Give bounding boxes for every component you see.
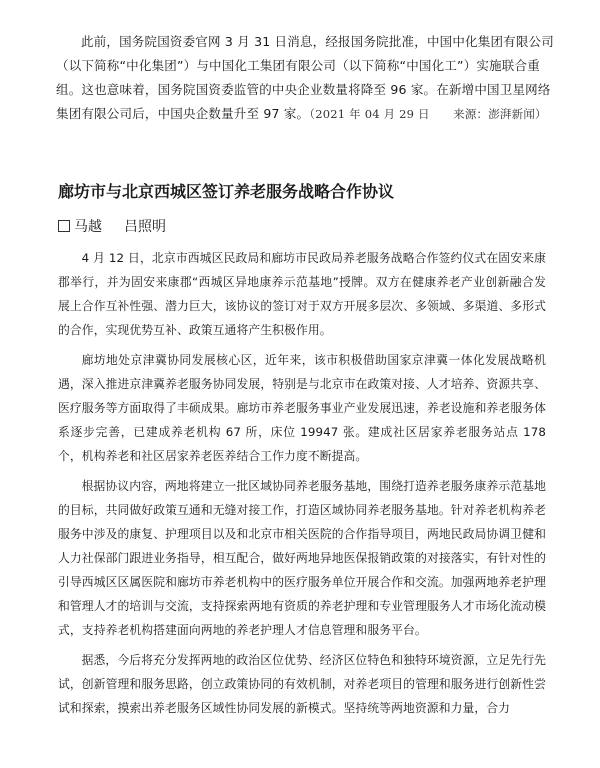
article-paragraph: 根据协议内容，两地将建立一批区域协同养老服务基地，围绕打造养老服务康养示范基地的目标，共同做好政策互通和无缝对接工作，打造区域协同养老服务基地。针对养老机构养老服务中涉及的康复、护理项目以及和北京市相关医院的合作指导项目，两地民政局协调卫健和人力社保部门跟进业务指导，相互配合，做好两地异地医保报销政策的对接落实，有针对性的引导西城区区属医院和廊坊市养老机构中的医疗服务单位开展合作和交流。加强两地养老护理和管理人才的培训与交流，支持探索两地有资质的养老护理和专业管理服务人才市场化流动模式，支持养老机构搭建面向两地的养老护理人才信息管理和服务平台。: [58, 479, 546, 637]
previous-article-meta: （2021 年 04 月 29 日 来源：澎湃新闻）: [309, 107, 547, 121]
author-box-icon: [58, 220, 70, 232]
previous-article-text: 此前，国务院国资委官网 3 月 31 日消息，经报国务院批准，中国中化集团有限公司（以下简称“中化集团”）与中国化工集团有限公司（以下简称“中国化工”）实施联合重组。这也意味着，国务院国资委监管的中央企业数量将降至 96 家。在新增中国卫星网络集团有限公司后，中国央企数量升至 97 家。: [56, 34, 554, 121]
article-paragraph: 4 月 12 日，北京市西城区民政局和廊坊市民政局养老服务战略合作签约仪式在固安来康郡举行，并为固安来康郡“西城区异地康养示范基地”授牌。双方在健康养老产业创新融合发展上合作互补性强、潜力巨大，该协议的签订对于双方开展多层次、多领域、多渠道、多形式的合作，实现优势互补、政策互通将产生积极作用。: [58, 251, 546, 337]
article-title: 廊坊市与北京西城区签订养老服务战略合作协议: [58, 182, 395, 201]
author-name: 马越: [74, 219, 102, 235]
article-paragraph: 廊坊地处京津冀协同发展核心区，近年来，该市积极借助国家京津冀一体化发展战略机遇，深入推进京津冀养老服务协同发展，特别是与北京市在政策对接、人才培养、资源共享、医疗服务等方面取得了丰硕成果。廊坊市养老服务事业产业发展迅速，养老设施和养老服务体系逐步完善，已建成养老机构 67 所，床位 19947 张。建成社区居家养老服务站点 178 个，机构养老和社区居家养老医养结合工作力度不断提高。: [58, 353, 546, 463]
previous-article-paragraph: [56, 30, 556, 126]
article-authors: [58, 216, 166, 238]
author-name: 吕照明: [124, 219, 166, 235]
article-body: [58, 246, 546, 726]
article-paragraph: 据悉，今后将充分发挥两地的政治区位优势、经济区位特色和独特环境资源，立足先行先试，创新管理和服务思路，创立政策协同的有效机制，对养老项目的管理和服务进行创新性尝试和探索，摸索出养老服务区域性协同发展的新模式。坚持统等两地资源和力量，合力: [58, 653, 546, 715]
